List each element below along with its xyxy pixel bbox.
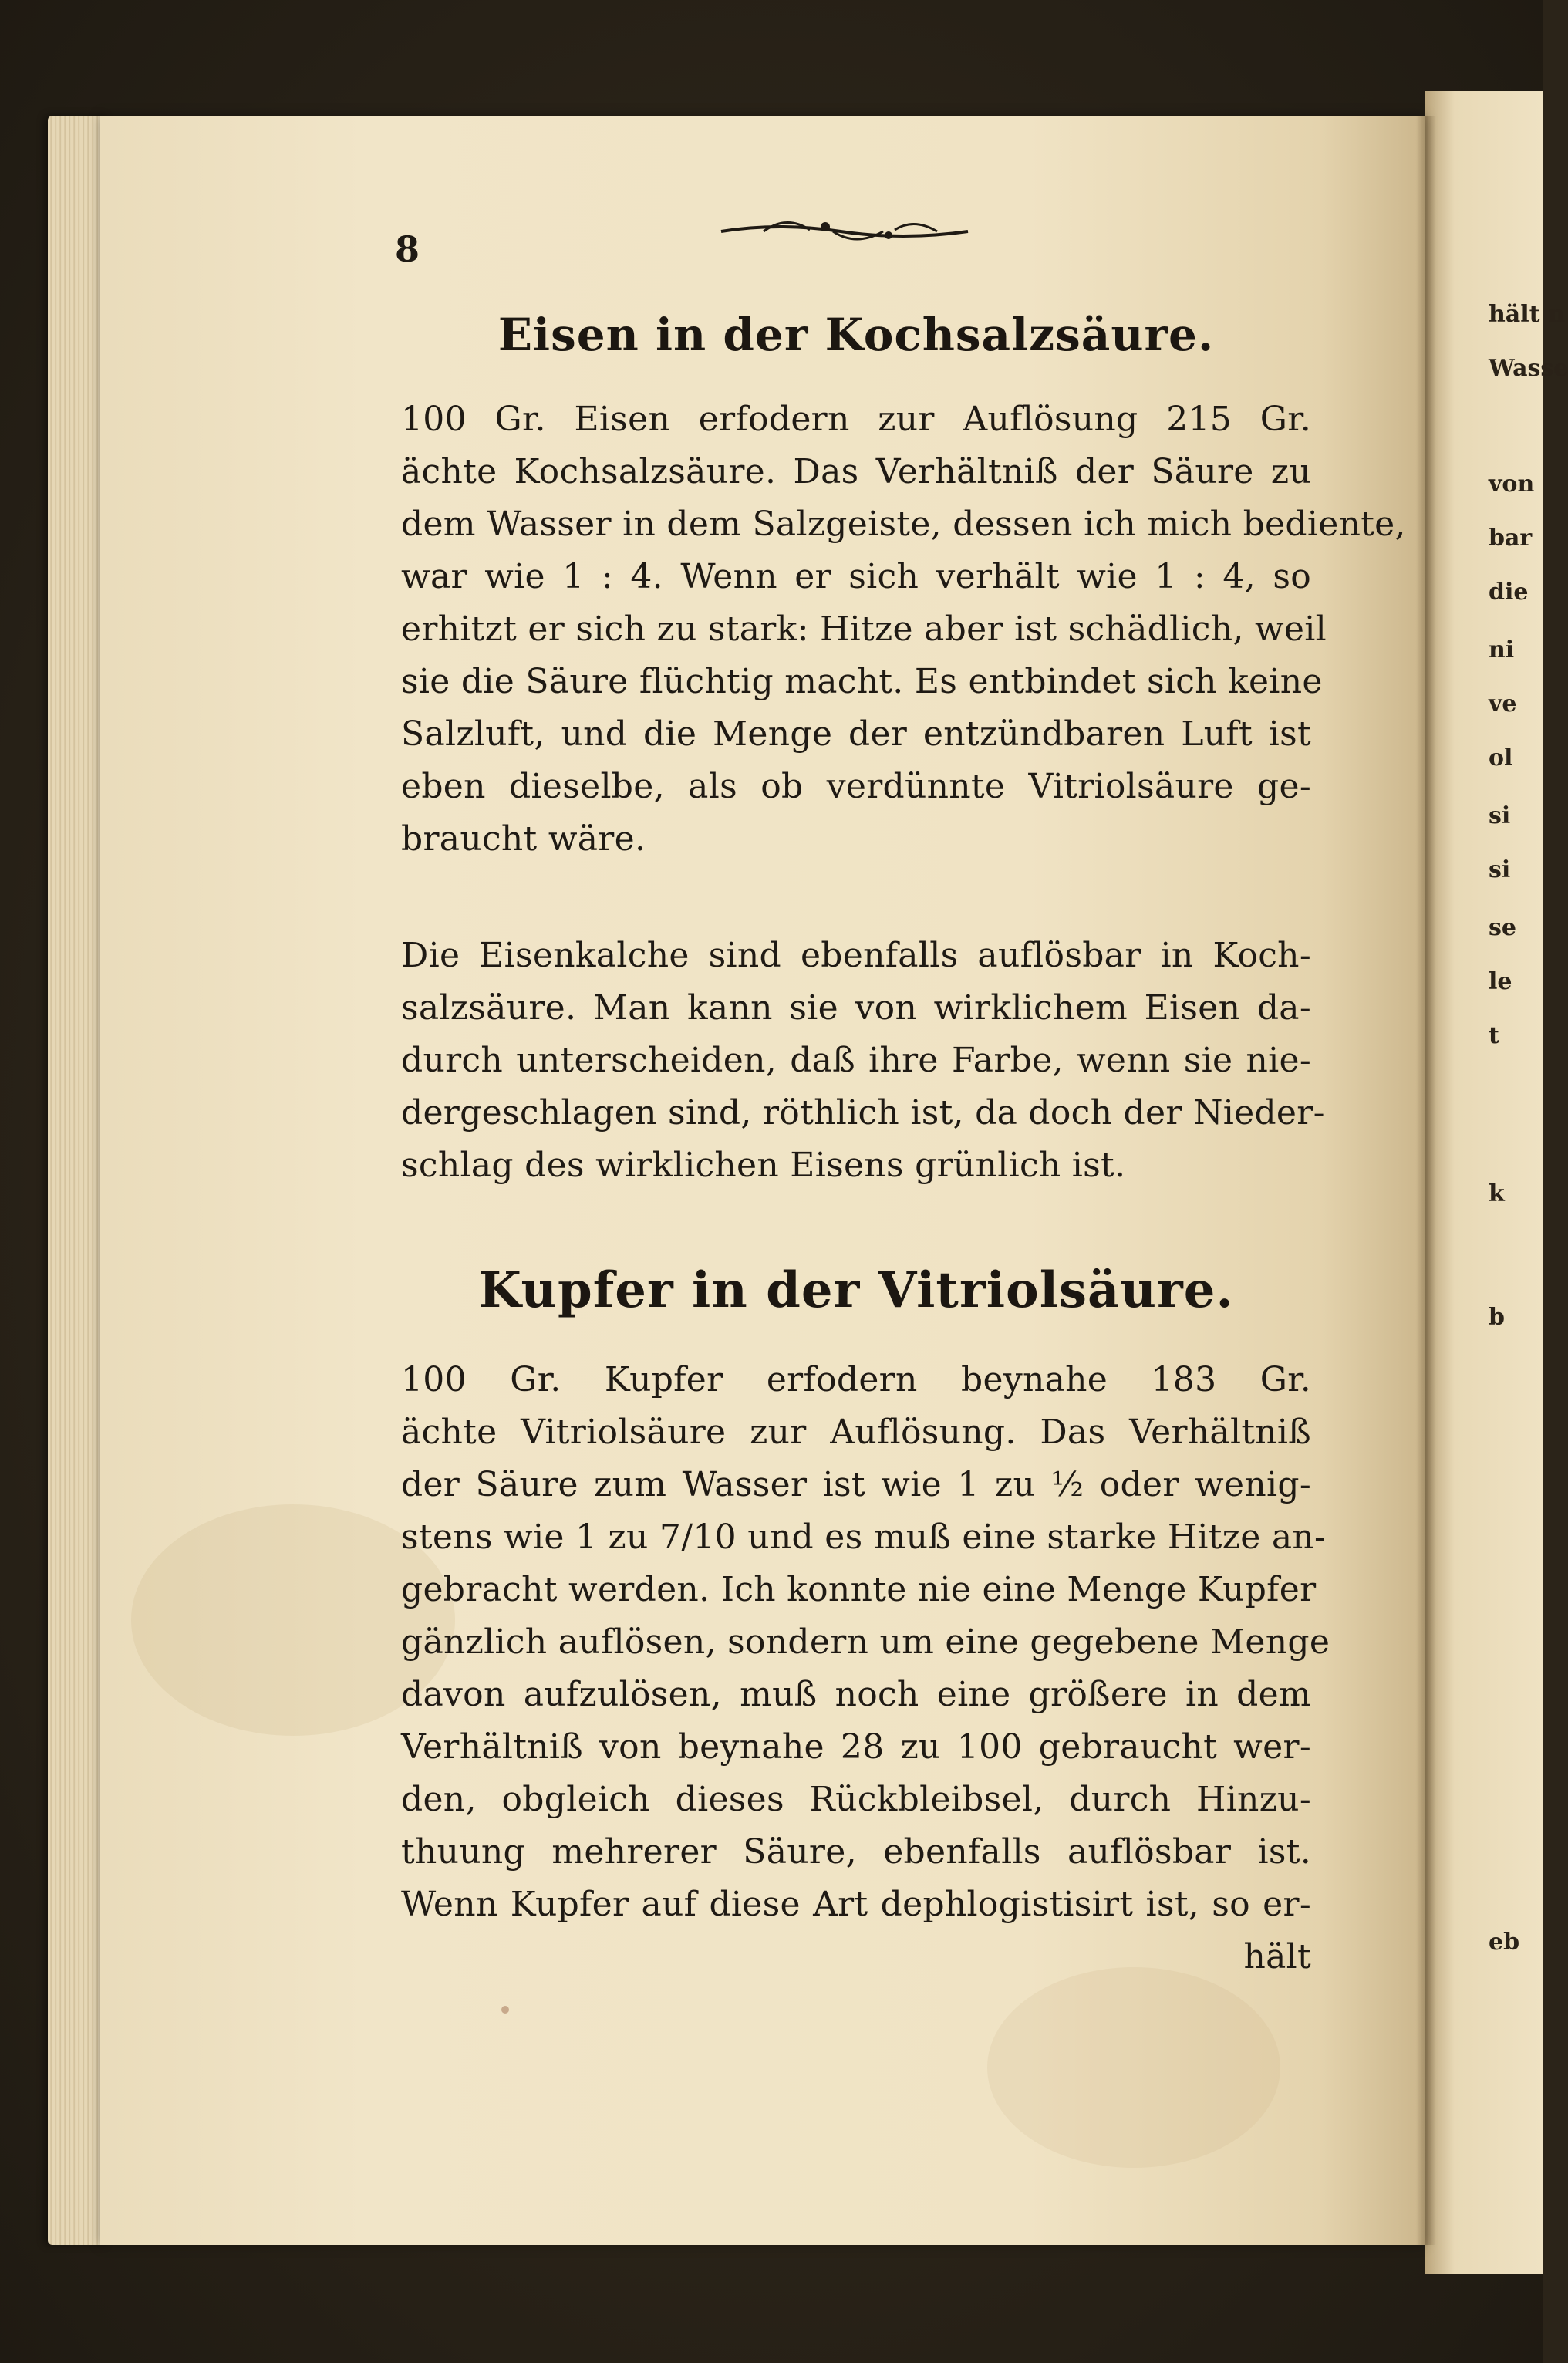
text-line: erhitzt er sich zu stark: Hitze aber ist schädlich, weil (401, 609, 1327, 649)
text-line: dem Wasser in dem Salzgeiste, dessen ich mich bediente, (401, 505, 1406, 544)
text-line: der Säure zum Wasser ist wie 1 zu ½ oder wenig- (401, 1465, 1311, 1504)
text-line: ächte Kochsalzsäure. Das Verhältniß der Säure zu (401, 452, 1311, 491)
text-line: thuung mehrerer Säure, ebenfalls auflösbar ist. (401, 1832, 1311, 1872)
paragraph (401, 1354, 1330, 1983)
text-line: 100 Gr. Kupfer erfodern beynahe 183 Gr. (401, 1360, 1311, 1399)
margin-fragment: die (1489, 579, 1529, 606)
paper-stain (987, 1967, 1280, 2168)
text-line: gebracht werden. Ich konnte nie eine Menge Kupfer (401, 1570, 1317, 1609)
margin-fragment: k (1489, 1180, 1505, 1207)
margin-fragment: ve (1489, 690, 1517, 717)
text-line: braucht wäre. (401, 819, 646, 859)
margin-fragment: le (1489, 968, 1512, 995)
margin-fragment: ni (1489, 636, 1515, 663)
margin-fragment: si (1489, 802, 1511, 829)
text-line: schlag des wirklichen Eisens grünlich ist. (401, 1146, 1126, 1185)
text-line: den, obgleich dieses Rückbleibsel, durch Hinzu- (401, 1780, 1311, 1819)
text-line: Verhältniß von beynahe 28 zu 100 gebraucht wer- (401, 1727, 1311, 1767)
page-number: 8 (395, 228, 420, 270)
facing-page (1425, 91, 1543, 2274)
margin-fragment: Wasse (1489, 355, 1568, 382)
text-line: stens wie 1 zu 7/10 und es muß eine starke Hitze an- (401, 1517, 1327, 1557)
paper-stain (501, 2006, 509, 2014)
text-line: 100 Gr. Eisen erfodern zur Auflösung 215 Gr. (401, 400, 1311, 439)
text-line: Wenn Kupfer auf diese Art dephlogistisirt ist, so er- (401, 1885, 1311, 1924)
page-gutter (1416, 116, 1436, 2245)
paragraph (401, 930, 1325, 1192)
margin-fragment: hält n (1489, 301, 1565, 328)
text-line: Die Eisenkalche sind ebenfalls auflösbar in Koch- (401, 936, 1311, 975)
text-line: sie die Säure flüchtig macht. Es entbindet sich keine (401, 662, 1323, 701)
text-line: gänzlich auflösen, sondern um eine gegebene Menge (401, 1622, 1330, 1662)
margin-fragment: t (1489, 1022, 1499, 1049)
paragraph (401, 393, 1406, 866)
ornament-icon (717, 208, 972, 255)
text-line: dergeschlagen sind, röthlich ist, da doch der Nieder- (401, 1093, 1325, 1133)
page-edges (48, 116, 108, 2245)
text-line: davon aufzulösen, muß noch eine größere in dem (401, 1675, 1311, 1714)
text-line: eben dieselbe, als ob verdünnte Vitriolsäure ge- (401, 767, 1311, 806)
text-line: durch unterscheiden, daß ihre Farbe, wenn sie nie- (401, 1041, 1311, 1080)
margin-fragment: si (1489, 856, 1511, 883)
margin-fragment: eb (1489, 1929, 1520, 1956)
catchword: hält (1243, 1937, 1311, 1976)
margin-fragment: ol (1489, 744, 1513, 771)
margin-fragment: se (1489, 914, 1516, 941)
section-heading: Kupfer in der Vitriolsäure. (478, 1261, 1234, 1319)
section-heading: Eisen in der Kochsalzsäure. (497, 309, 1215, 361)
margin-fragment: von (1489, 471, 1535, 498)
text-line: war wie 1 : 4. Wenn er sich verhält wie 1 : 4, so (401, 557, 1311, 596)
text-line: ächte Vitriolsäure zur Auflösung. Das Verhältniß (401, 1413, 1311, 1452)
text-line: salzsäure. Man kann sie von wirklichem Eisen da- (401, 988, 1311, 1028)
text-line: Salzluft, und die Menge der entzündbaren Luft ist (401, 714, 1311, 754)
margin-fragment: bar (1489, 525, 1533, 552)
margin-fragment: b (1489, 1304, 1505, 1331)
